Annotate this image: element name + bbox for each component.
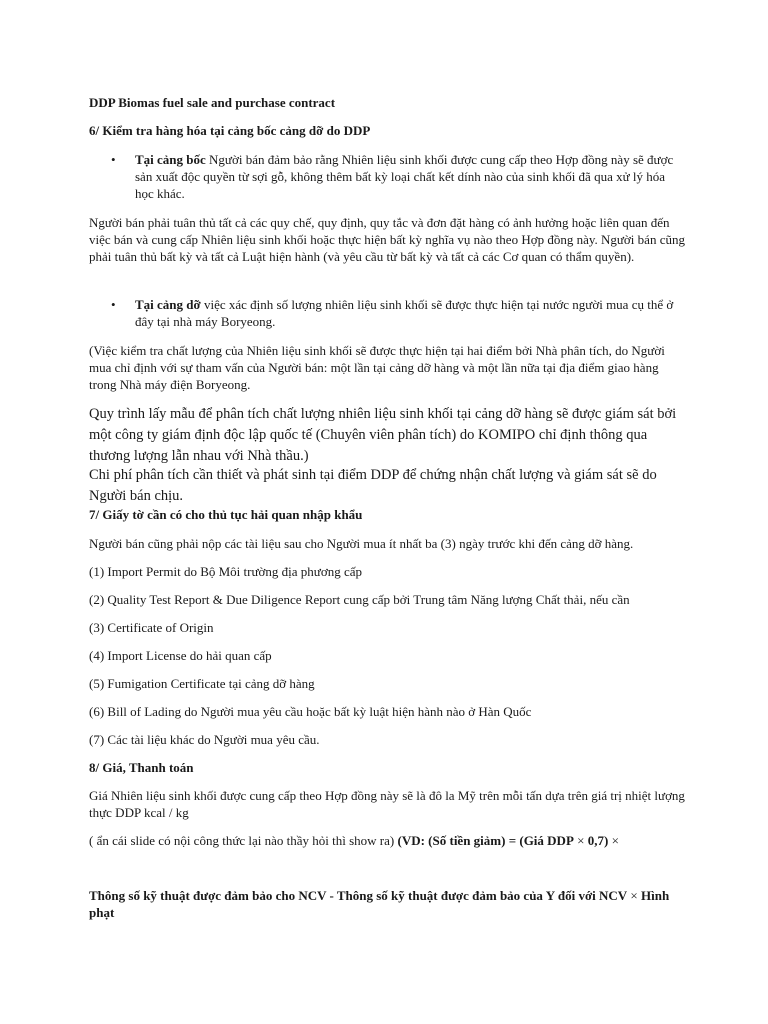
section-8-heading: 8/ Giá, Thanh toán xyxy=(89,760,194,775)
paragraph-analysis-cost: Chi phí phân tích cần thiết và phát sinh tại điểm DDP để chứng nhận chất lượng và giám sát sẽ do Người bán chịu. xyxy=(89,467,657,504)
document-list-item: (3) Certificate of Origin xyxy=(89,620,214,635)
section-6-heading: 6/ Kiểm tra hàng hóa tại cảng bốc cảng dỡ do DDP xyxy=(89,123,371,138)
bullet-unloading-port-label: Tại cảng dỡ xyxy=(135,297,201,312)
section-7-intro: Người bán cũng phải nộp các tài liệu sau cho Người mua ít nhất ba (3) ngày trước khi đến cảng dỡ hàng. xyxy=(89,536,634,551)
formula-times-symbol: × xyxy=(573,833,588,848)
bullet-unloading-port-text: việc xác định số lượng nhiên liệu sinh khối sẽ được thực hiện tại nước người mua cụ thể ở đây tại nhà máy Boryeong. xyxy=(135,297,674,329)
formula-times-symbol: × xyxy=(608,833,619,848)
paragraph-quality-inspection: (Việc kiểm tra chất lượng của Nhiên liệu sinh khối sẽ được thực hiện tại hai điểm bởi Nhà phân tích, do Người mua chỉ định với sự tham vấn của Người bán: một lần tại cảng dỡ hàng và một lần nữa tại địa điểm giao hàng trong Nhà máy điện Boryeong. xyxy=(89,343,665,392)
document-list-item: (6) Bill of Lading do Người mua yêu cầu hoặc bất kỳ luật hiện hành nào ở Hàn Quốc xyxy=(89,704,532,719)
document-list-item: (7) Các tài liệu khác do Người mua yêu cầu. xyxy=(89,732,320,747)
document-list-item: (2) Quality Test Report & Due Diligence Report cung cấp bởi Trung tâm Năng lượng Chất thải, nếu cần xyxy=(89,592,630,607)
document-list-item: (4) Import License do hải quan cấp xyxy=(89,648,272,663)
bullet-loading-port-text: Người bán đảm bảo rằng Nhiên liệu sinh khối được cung cấp theo Hợp đồng này sẽ được sản xuất độc quyền từ sợi gỗ, không thêm bất kỳ loại chất kết dính nào của sinh khối đã qua xử lý hóa học khác. xyxy=(135,152,674,201)
bullet-dot-icon: • xyxy=(111,152,116,167)
bullet-loading-port xyxy=(135,151,685,202)
paragraph-penalty-formula xyxy=(89,887,689,921)
document-list-item: (5) Fumigation Certificate tại cảng dỡ hàng xyxy=(89,676,315,691)
bullet-dot-icon: • xyxy=(111,297,116,312)
document-title: DDP Biomas fuel sale and purchase contract xyxy=(89,95,336,110)
formula-times-symbol: × xyxy=(627,888,642,903)
section-7-heading: 7/ Giấy tờ cần có cho thủ tục hải quan nhập khẩu xyxy=(89,507,363,522)
bullet-unloading-port xyxy=(135,296,685,330)
formula-example: (VD: (Số tiền giảm) = (Giá DDP xyxy=(397,833,574,848)
paragraph-sampling-procedure: Quy trình lấy mẫu để phân tích chất lượng nhiên liệu sinh khối tại cảng dỡ hàng sẽ được giám sát bởi một công ty giám định độc lập quốc tế (Chuyên viên phân tích) do KOMIPO chỉ định thông qua thương lượng lẫn nhau với Nhà thầu.) xyxy=(89,406,677,464)
paragraph-compliance: Người bán phải tuân thủ tất cả các quy chế, quy định, quy tắc và đơn đặt hàng có ảnh hưởng hoặc liên quan đến việc bán và cung cấp Nhiên liệu sinh khối hoặc thực hiện bất kỳ nghĩa vụ nào theo Hợp đồng này. Người bán cũng phải tuân thủ bất kỳ và tất cả Luật hiện hành (và yêu cầu từ bất kỳ và tất cả các Cơ quan có thẩm quyền). xyxy=(89,215,685,264)
bullet-loading-port-label: Tại cảng bốc xyxy=(135,152,206,167)
formula-note-text: ( ẩn cái slide có nội công thức lại nào thầy hỏi thì show ra) xyxy=(89,833,398,848)
paragraph-price: Giá Nhiên liệu sinh khối được cung cấp theo Hợp đồng này sẽ là đô la Mỹ trên mỗi tấn dựa trên giá trị nhiệt lượng thực DDP kcal / kg xyxy=(89,788,685,820)
formula-factor: 0,7) xyxy=(587,833,609,848)
penalty-label: Hình phạt xyxy=(89,888,670,920)
paragraph-formula-note xyxy=(89,832,689,849)
document-list-item: (1) Import Permit do Bộ Môi trường địa phương cấp xyxy=(89,564,362,579)
penalty-formula-text: Thông số kỹ thuật được đảm bảo cho NCV - Thông số kỹ thuật được đảm bảo của Y đối với NCV xyxy=(89,888,628,903)
